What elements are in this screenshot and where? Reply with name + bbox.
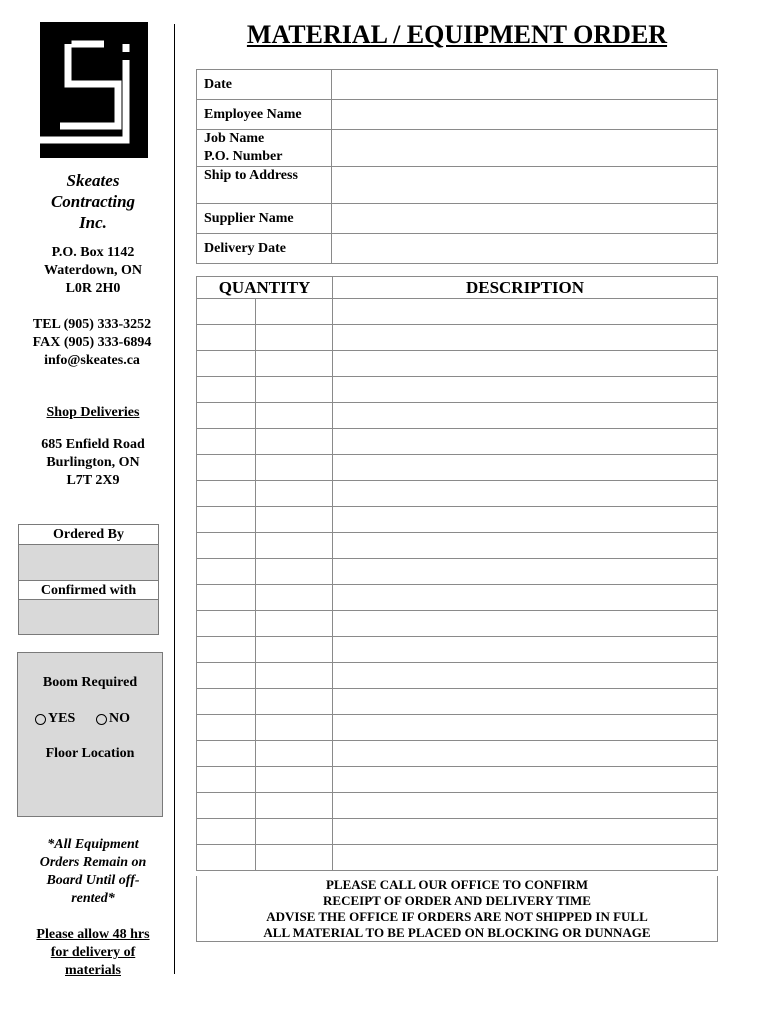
order-row: [197, 663, 718, 689]
footer-line: PLEASE CALL OUR OFFICE TO CONFIRM: [325, 877, 589, 892]
quantity-cell[interactable]: [197, 533, 256, 559]
boom-yes-option[interactable]: [35, 711, 75, 727]
unit-cell[interactable]: [256, 429, 333, 455]
quantity-cell[interactable]: [197, 403, 256, 429]
order-row: [197, 585, 718, 611]
order-row: [197, 429, 718, 455]
quantity-cell[interactable]: [197, 767, 256, 793]
boom-no-option[interactable]: [96, 711, 130, 727]
confirmed-with-label: Confirmed with: [19, 580, 158, 600]
description-cell[interactable]: [333, 793, 718, 819]
ship-to-label: Ship to Address: [197, 167, 332, 204]
quantity-cell[interactable]: [197, 481, 256, 507]
footer-line: RECEIPT OF ORDER AND DELIVERY TIME: [323, 893, 591, 908]
supplier-label: Supplier Name: [197, 204, 332, 234]
order-row: [197, 767, 718, 793]
company-contact: [14, 316, 170, 370]
order-items-table: [196, 276, 718, 871]
order-row: [197, 507, 718, 533]
description-cell[interactable]: [333, 325, 718, 351]
vertical-divider: [174, 24, 175, 974]
unit-cell[interactable]: [256, 299, 333, 325]
note-line: *All Equipment: [47, 837, 139, 852]
description-cell[interactable]: [333, 377, 718, 403]
unit-cell[interactable]: [256, 507, 333, 533]
unit-cell[interactable]: [256, 351, 333, 377]
footer-line: ADVISE THE OFFICE IF ORDERS ARE NOT SHIPPED IN FULL: [266, 909, 648, 924]
order-row: [197, 793, 718, 819]
note-line: rented*: [71, 891, 115, 906]
floor-location-label: Floor Location: [45, 746, 135, 761]
company-name-line: Inc.: [79, 213, 107, 232]
description-cell[interactable]: [333, 429, 718, 455]
shop-address-line: L7T 2X9: [66, 473, 120, 488]
company-address: [20, 244, 166, 298]
job-po-field[interactable]: [332, 130, 718, 167]
description-cell[interactable]: [333, 611, 718, 637]
employee-name-field[interactable]: [332, 100, 718, 130]
fax: FAX (905) 333-6894: [32, 335, 152, 350]
order-info-table: [196, 69, 718, 264]
description-cell[interactable]: [333, 403, 718, 429]
radio-no[interactable]: [96, 714, 107, 725]
ordered-by-label: Ordered By: [19, 525, 158, 545]
note-line: Board Until off-: [46, 873, 140, 888]
job-name-label: Job Name: [204, 131, 265, 146]
unit-cell[interactable]: [256, 559, 333, 585]
shop-address-line: 685 Enfield Road: [41, 437, 145, 452]
order-row: [197, 689, 718, 715]
order-footer-notice: [196, 876, 718, 942]
description-cell[interactable]: [333, 741, 718, 767]
unit-cell[interactable]: [256, 325, 333, 351]
order-row: [197, 741, 718, 767]
quantity-cell[interactable]: [197, 507, 256, 533]
shop-address: [20, 436, 166, 490]
unit-cell[interactable]: [256, 533, 333, 559]
order-row: [197, 637, 718, 663]
description-cell[interactable]: [333, 507, 718, 533]
quantity-cell[interactable]: [197, 715, 256, 741]
radio-yes-label: YES: [48, 711, 76, 726]
quantity-cell[interactable]: [197, 611, 256, 637]
order-row: [197, 533, 718, 559]
quantity-cell[interactable]: [197, 663, 256, 689]
boom-box: [17, 652, 163, 817]
description-cell[interactable]: [333, 481, 718, 507]
unit-cell[interactable]: [256, 403, 333, 429]
quantity-cell[interactable]: [197, 845, 256, 871]
description-cell[interactable]: [333, 351, 718, 377]
order-row: [197, 299, 718, 325]
order-row: [197, 377, 718, 403]
ordered-confirmed-box: [18, 524, 159, 635]
supplier-field[interactable]: [332, 204, 718, 234]
description-cell[interactable]: [333, 663, 718, 689]
description-cell[interactable]: [333, 715, 718, 741]
company-name-line: Contracting: [50, 192, 136, 211]
unit-cell[interactable]: [256, 819, 333, 845]
description-cell[interactable]: [333, 637, 718, 663]
address-line: P.O. Box 1142: [51, 245, 135, 260]
note-line: Orders Remain on: [39, 855, 147, 870]
description-cell[interactable]: [333, 689, 718, 715]
date-label: Date: [197, 70, 332, 100]
footer-line: ALL MATERIAL TO BE PLACED ON BLOCKING OR DUNNAGE: [263, 925, 651, 940]
unit-cell[interactable]: [256, 455, 333, 481]
quantity-cell[interactable]: [197, 741, 256, 767]
quantity-cell[interactable]: [197, 351, 256, 377]
email: info@skeates.ca: [44, 353, 140, 368]
confirmed-with-field[interactable]: [19, 600, 158, 634]
quantity-cell[interactable]: [197, 689, 256, 715]
delivery-notice: [20, 926, 166, 980]
order-row: [197, 481, 718, 507]
quantity-cell[interactable]: [197, 455, 256, 481]
unit-cell[interactable]: [256, 637, 333, 663]
company-logo: [40, 22, 148, 158]
unit-cell[interactable]: [256, 793, 333, 819]
ship-to-field[interactable]: [332, 167, 718, 204]
unit-cell[interactable]: [256, 611, 333, 637]
quantity-cell[interactable]: [197, 637, 256, 663]
radio-no-label: NO: [109, 711, 130, 726]
notice-line: for delivery of: [50, 945, 136, 960]
description-cell[interactable]: [333, 819, 718, 845]
quantity-cell[interactable]: [197, 559, 256, 585]
order-row: [197, 819, 718, 845]
unit-cell[interactable]: [256, 585, 333, 611]
quantity-cell[interactable]: [197, 377, 256, 403]
quantity-cell[interactable]: [197, 429, 256, 455]
unit-cell[interactable]: [256, 689, 333, 715]
quantity-cell[interactable]: [197, 793, 256, 819]
description-cell[interactable]: [333, 299, 718, 325]
order-row: [197, 325, 718, 351]
quantity-header: QUANTITY: [197, 277, 333, 299]
po-number-label: P.O. Number: [204, 149, 283, 164]
ordered-by-field[interactable]: [19, 545, 158, 580]
quantity-cell[interactable]: [197, 585, 256, 611]
description-cell[interactable]: [333, 585, 718, 611]
shop-deliveries-heading: Shop Deliveries: [46, 405, 140, 420]
quantity-cell[interactable]: [197, 299, 256, 325]
company-name-line: Skeates: [66, 171, 120, 190]
description-cell[interactable]: [333, 533, 718, 559]
quantity-cell[interactable]: [197, 819, 256, 845]
description-cell[interactable]: [333, 845, 718, 871]
description-cell[interactable]: [333, 559, 718, 585]
order-row: [197, 455, 718, 481]
order-row: [197, 715, 718, 741]
shop-address-line: Burlington, ON: [46, 455, 140, 470]
quantity-cell[interactable]: [197, 325, 256, 351]
unit-cell[interactable]: [256, 741, 333, 767]
order-row: [197, 351, 718, 377]
delivery-date-field[interactable]: [332, 234, 718, 264]
address-line: Waterdown, ON: [44, 263, 142, 278]
notice-line: materials: [65, 963, 121, 978]
notice-line: Please allow 48 hrs: [36, 927, 150, 942]
order-row: [197, 611, 718, 637]
description-cell[interactable]: [333, 767, 718, 793]
date-field[interactable]: [332, 70, 718, 100]
address-line: L0R 2H0: [65, 281, 121, 296]
order-row: [197, 845, 718, 871]
order-row: [197, 403, 718, 429]
boom-required-label: Boom Required: [42, 675, 138, 690]
radio-yes[interactable]: [35, 714, 46, 725]
order-row: [197, 559, 718, 585]
company-name: [20, 170, 166, 233]
description-cell[interactable]: [333, 455, 718, 481]
unit-cell[interactable]: [256, 715, 333, 741]
employee-name-label: Employee Name: [197, 100, 332, 130]
job-po-label: [197, 130, 332, 167]
equipment-note: [20, 836, 166, 908]
unit-cell[interactable]: [256, 377, 333, 403]
unit-cell[interactable]: [256, 767, 333, 793]
unit-cell[interactable]: [256, 845, 333, 871]
unit-cell[interactable]: [256, 663, 333, 689]
phone: TEL (905) 333-3252: [32, 317, 152, 332]
description-header: DESCRIPTION: [333, 277, 718, 299]
page-title: MATERIAL / EQUIPMENT ORDER: [246, 20, 668, 49]
delivery-date-label: Delivery Date: [197, 234, 332, 264]
unit-cell[interactable]: [256, 481, 333, 507]
